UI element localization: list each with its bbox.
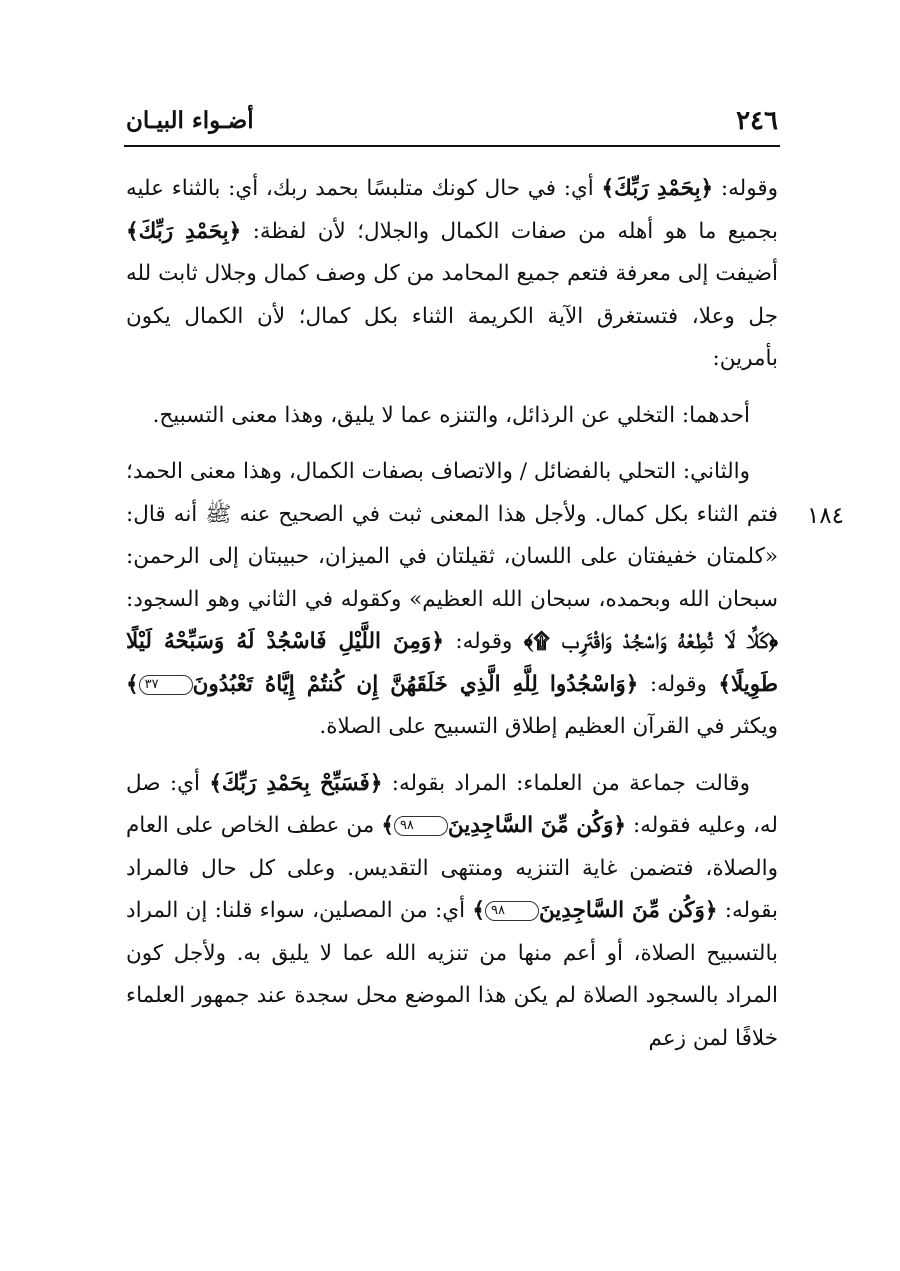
quran-quote: ﴾	[381, 813, 394, 838]
text-segment: وقوله:	[713, 176, 778, 201]
quran-quote: ﴾	[126, 671, 139, 697]
text-segment: أي: من المصلين، سواء قلنا: إن المراد بالتسبيح الصلاة، أو أعم منها من تنزيه الله عما لا يليق به. ولأجل كون المراد بالسجود الصلاة لم يكن هذا الموضع محل سجدة عند جمهور العلماء خلافًا لمن زعم	[126, 898, 778, 1051]
text-segment: وقوله:	[443, 629, 524, 654]
ayah-number-marker: ٩٨	[485, 901, 539, 921]
paragraph	[126, 395, 778, 438]
text-segment: من عطف الخاص على العام والصلاة، فتضمن غاية التنزيه ومنتهى التقديس. وعلى كل حال فالمراد بقوله:	[126, 813, 778, 923]
text-segment: وقالت جماعة من العلماء: المراد بقوله:	[382, 770, 750, 796]
text-segment: أي: صل له، وعليه فقوله:	[126, 770, 778, 838]
margin-page-reference: ١٨٤	[806, 503, 844, 529]
paragraph	[126, 763, 778, 1061]
paragraph	[126, 168, 778, 381]
text-segment: ويكثر في القرآن العظيم إطلاق التسبيح على الصلاة.	[319, 714, 778, 739]
quran-quote: ﴿وَكُن مِّنَ السَّاجِدِينَ	[447, 813, 626, 838]
body-text	[126, 168, 778, 1060]
quran-quote: ﴿وَاسْجُدُوا لِلَّهِ الَّذِي خَلَقَهُنَّ إِن كُنتُمْ إِيَّاهُ تَعْبُدُونَ	[192, 671, 639, 697]
text-segment: أي: في حال كونك متلبسًا بحمد ربك، أي: بالثناء عليه بجميع ما هو أهله من صفات الكمال والجلال؛ لأن لفظة:	[126, 176, 778, 244]
text-segment: وقوله:	[638, 671, 719, 697]
ayah-number-marker: ٩٨	[394, 816, 448, 836]
page-number: ٢٤٦	[736, 106, 778, 136]
quran-quote: ﴿بِحَمْدِ رَبِّكَ﴾	[601, 176, 714, 201]
page-header	[124, 104, 780, 144]
quran-quote: ﴿وَكُن مِّنَ السَّاجِدِينَ	[538, 898, 718, 923]
header-divider	[124, 145, 780, 147]
ayah-number-marker: ٣٧	[139, 675, 193, 695]
quran-quote: ﴾	[472, 898, 485, 923]
running-title: أضـواء البيـان	[126, 107, 254, 134]
text-segment: والثاني: التحلي بالفضائل / والاتصاف بصفات الكمال، وهذا معنى الحمد؛ فتم الثناء بكل كمال. ولأجل هذا المعنى ثبت في الصحيح عنه ﷺ أنه قال: «كلمتان خفيفتان على اللسان، ثقيلتان في الميزان، حبيبتان إلى الرحمن: سبحان الله وبحمده، سبحان الله العظيم» وكقوله في الثاني وهو السجود:	[126, 459, 778, 612]
quran-quote: ﴿بِحَمْدِ رَبِّكَ﴾	[126, 218, 242, 244]
quran-quote: ﴿كَلَّا لَا تُطِعْهُ وَاسْجُدْ وَاقْتَرِب ۩﴾	[523, 629, 778, 654]
quran-quote: ﴿فَسَبِّحْ بِحَمْدِ رَبِّكَ﴾	[209, 770, 383, 796]
paragraph	[126, 451, 778, 749]
quran-quote: ﴿وَمِنَ اللَّيْلِ فَاسْجُدْ لَهُ وَسَبِّحْهُ لَيْلًا طَوِيلًا﴾	[126, 629, 778, 697]
text-segment: أحدهما: التخلي عن الرذائل، والتنزه عما لا يليق، وهذا معنى التسبيح.	[152, 402, 750, 428]
text-segment: أضيفت إلى معرفة فتعم جميع المحامد من كل وصف كمال وجلال ثابت لله جل وعلا، فتستغرق الآية الكريمة الثناء بكل كمال؛ لأن الكمال يكون بأمرين:	[126, 261, 778, 371]
